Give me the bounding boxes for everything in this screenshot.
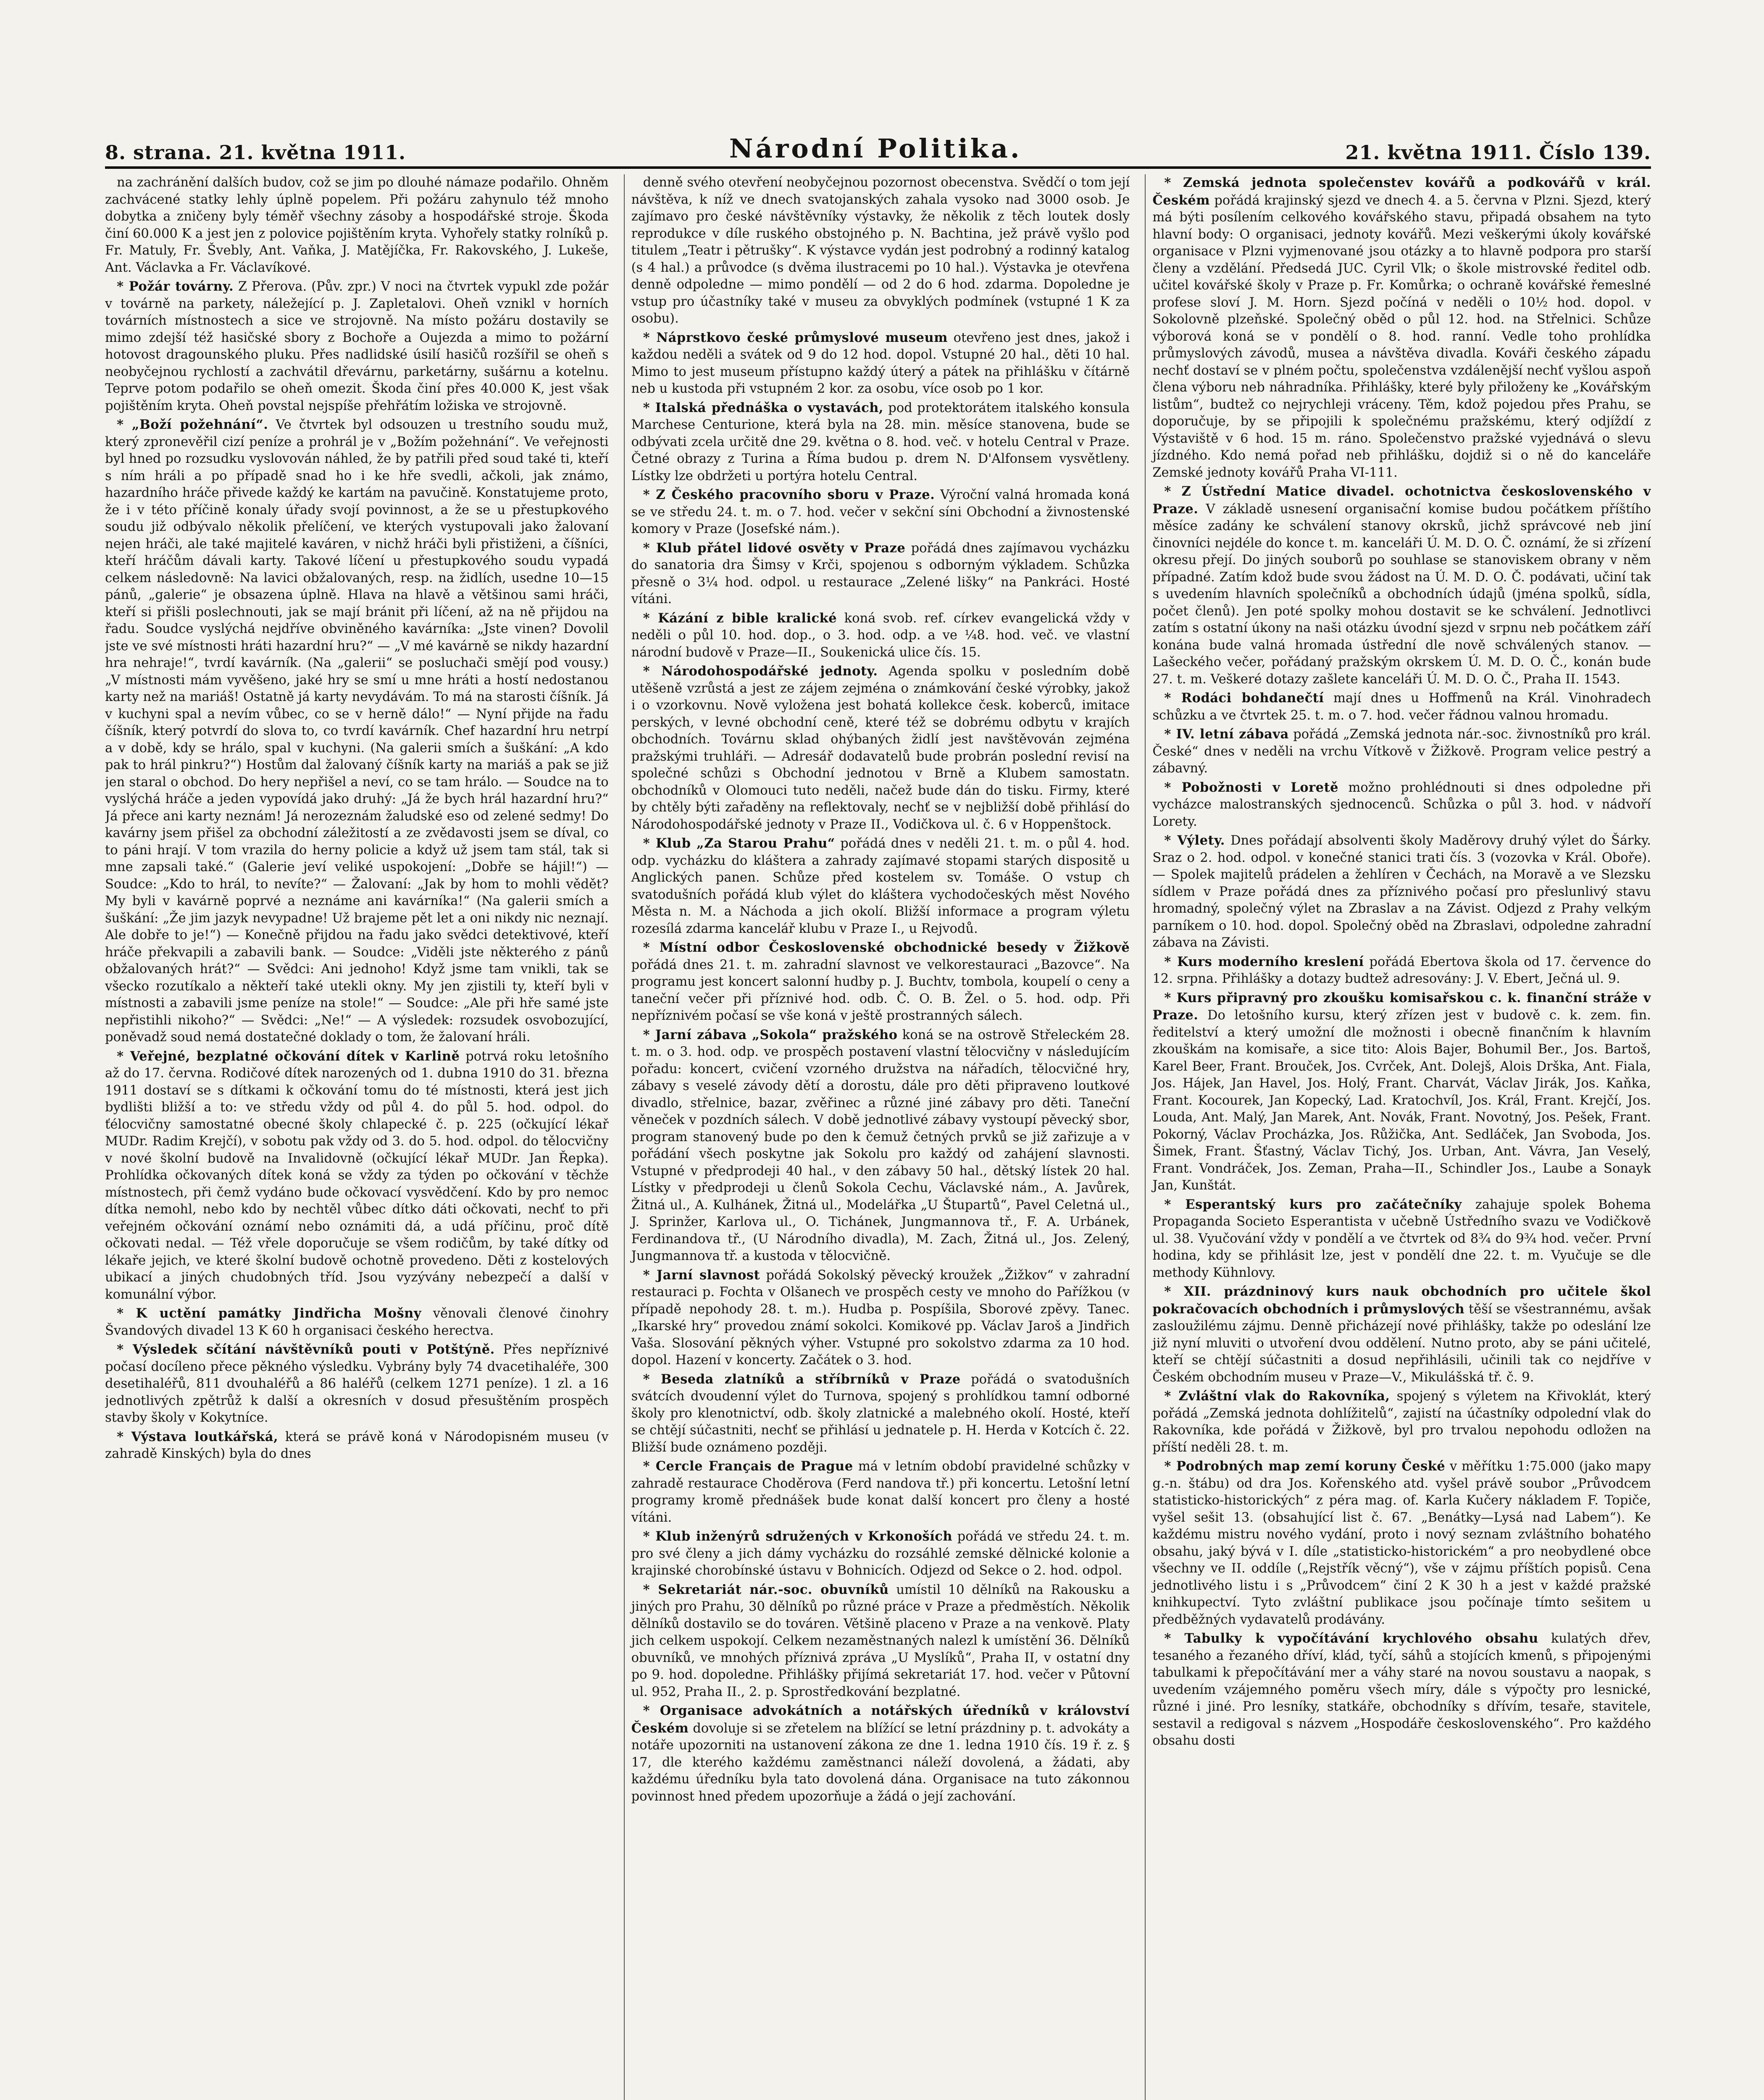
page-header (105, 126, 1651, 169)
article-heading: * Výstava loutkářská, (117, 1429, 279, 1444)
article-heading: * Požár továrny. (117, 279, 234, 294)
article-body: spojený s výletem na Křivoklát, který pořádá „Zemská jednota dohlížitelů“, zajistí na účastníky odpolední vlak do Rakovníka, kde pořádá v Žižkově, byl pro trvalou nepohodu odložen na příští neděli 28. t. m. (1152, 1389, 1651, 1455)
article-paragraph (105, 1428, 609, 1463)
article-heading: * Kurs připravný pro zkoušku komisařskou c. k. finanční stráže v Praze. (1152, 990, 1651, 1023)
article-paragraph (631, 486, 1130, 538)
article-paragraph (631, 1528, 1130, 1580)
article-heading: * Organisace advokátních a notářských úředníků v království Českém (631, 1703, 1130, 1736)
article-paragraph (631, 1371, 1130, 1457)
article-heading: * IV. letní zábava (1164, 727, 1289, 742)
article-body: zahajuje spolek Bohema Propaganda Societo Esperantista v učebně Ústředního svazu ve Vodičkově ul. 38. Vyučování vždy v pondělí a ve čtvrtek od 8¾ do 9¾ hod. večer. První hodina, kdy se přihlásit lze, jest v pondělí dne 22. t. m. Vyučuje se dle methody Kühnlovy. (1152, 1197, 1651, 1280)
article-paragraph (105, 278, 609, 415)
article-body: mají dnes u Hoffmenů na Král. Vinohradech schůzku a ve čtvrtek 25. t. m. o 7. hod. večer řádnou valnou hromadu. (1152, 691, 1651, 723)
article-heading: * Veřejné, bezplatné očkování dítek v Karlině (117, 1048, 460, 1064)
column-3 (1145, 174, 1651, 2100)
article-heading: * Klub přátel lidové osvěty v Praze (643, 540, 906, 556)
article-heading: * Sekretariát nár.-soc. obuvníků (643, 1582, 889, 1597)
article-body: možno prohlédnouti si dnes odpoledne při vycházce malostranských sjednocenců. Schůzka o půl 3. hod. v nádvoří Lorety. (1152, 780, 1651, 829)
article-paragraph (631, 540, 1130, 608)
article-body: Výroční valná hromada koná se ve středu 24. t. m. o 7. hod. večer v sekční síni Obchodní a živnostenské komory v Praze (Josefské nám.). (631, 488, 1130, 536)
article-paragraph (631, 1702, 1130, 1805)
article-paragraph (1152, 953, 1651, 988)
article-paragraph (1152, 726, 1651, 777)
article-body: Přes nepříznivé počasí docíleno přece pěkného výsledku. Vybrány byly 74 dvacetihaléře, 300 desetihaléřů, 811 dvouhaléřů a 86 haléřů (celkem 1271 peníze). 1 zl. a 16 jednotlivých zpětrůž k další a okresních v dosud přesuštěním prospěch stavby školy v Kokytníce. (105, 1342, 609, 1425)
article-body: otevřeno jest dnes, jakož i každou neděli a svátek od 9 do 12 hod. dopol. Vstupné 20 hal., děti 10 hal. Mimo to jest museum přístupno každý úterý a pátek na přihlášku v čítárně neb u kustoda při vstupném 2 kor. za osobu, více osob po 1 kor. (631, 330, 1130, 396)
article-heading: * Výsledek sčítání návštěvníků pouti v Potštýně. (117, 1342, 495, 1357)
article-body: pořádá o svatodušních svátcích dvoudenní výlet do Turnova, spojený s prohlídkou tamní odborné školy pro klenotnictví, odb. školy zlatnické a malebného okolí. Hosté, kteří se chtějí súčastniti, nechť se přihlásí u jednatele p. H. Herda v Kotcích č. 22. Bližší bude oznámeno později. (631, 1372, 1130, 1455)
header-page-date: 8. strana. 21. května 1911. (105, 141, 406, 164)
article-heading: * Kurs moderního kreslení (1164, 954, 1364, 969)
article-heading: * XII. prázdninový kurs nauk obchodních pro učitele škol pokračovacích obchodních i průmyslových (1152, 1284, 1651, 1317)
article-body: potrvá roku letošního až do 17. června. Rodičové dítek narozených od 1. dubna 1910 do 31. března 1911 dostaví se s dítkami k očkování tomu do té místnosti, která jest jich bydlišti bližší a to: ve středu vždy od půl 4. do půl 5. hod. odpol. do ťélocvičny samostatné obecné školy chlapecké č. p. 225 (očkující lékař MUDr. Radim Krejčí), v sobotu pak vždy od 3. do 5. hod. odpol. do tělocvičny v nové školní budově na Invalidovně (očkující lékař MUDr. Jan Řepka). Prohlídka očkovaných dítek koná se vždy za týden po očkování v těchže místnostech, při čemž vydáno bude očkovací vysvědčení. Kdo by pro nemoc dítka nemohl, nebo kdo by nechtěl vůbec dítko dáti očkovati, nechť to při veřejném očkování oznámí nebo oznámiti dá, a udá příčinu, proč dítě očkovati nedal. — Též vřele doporučuje se všem rodičům, by také dítky od lékaře jejich, ve které školní budově ochotně provedeno. Děti z kostelových ubikací a jiných chudobných tříd. Jsou vyzývány nebezpečí a další v komunální výbor. (105, 1049, 609, 1302)
article-paragraph (1152, 779, 1651, 831)
article-body: pořádá Ebertova škola od 17. července do 12. srpna. Přihlášky a dotazy budtež adresovány: J. V. Ebert, Ječná ul. 9. (1152, 954, 1651, 986)
article-paragraph (631, 1458, 1130, 1526)
article-paragraph (1152, 483, 1651, 688)
header-date-issue: 21. května 1911. Číslo 139. (1345, 141, 1651, 164)
article-heading: * Zemská jednota společenstev kovářů a podkovářů v král. Českém (1152, 175, 1651, 208)
article-body: pořádá dnes v neděli 21. t. m. o půl 4. hod. odp. vycházku do kláštera a zahrady zajímavé stopami starých dispositě u Anglických panen. Schůze před kostelem sv. Tomáše. O vstup ch svatodušních pořádá klub výlet do kláštera vychodočeských měst Nového Města n. M. a Náchoda a jich okolí. Bližší informace a program výletu rozesílá zdarma kancelář klubu v Praze I., u Rejvodů. (631, 836, 1130, 936)
article-paragraph (631, 1026, 1130, 1265)
article-body: v měřítku 1:75.000 (jako mapy g.-n. štábu) od dra Jos. Kořenského atd. vyšel právě soubor „Průvodcem statisticko-historických“ z péra mag. of. Karla Kučery nákladem F. Topiče, vyšel sešit 13. (obsahující list č. 67. „Benátky—Lysá nad Labem“). Ke každému mistru nového vydání, proto i nový seznam zvláštního bohatého obsahu, jaký bývá v I. díle „statisticko-historickém“ a pro neobydlené obce všechny ve II. oddíle („Rejstřík věcný“), vše v zájmu příštích popisů. Cena jednotlivého listu i s „Průvodcem“ činí 2 K 30 h a jest v každé pražské knihkupectví. Tyto zvláštní publikace jsou počínaje tímto sešitem u předběžných vydavatelů prodávány. (1152, 1459, 1651, 1627)
article-heading: * Jarní zábava „Sokola“ pražského (643, 1027, 898, 1042)
column-2 (624, 174, 1130, 2100)
article-heading: * Místní odbor Československé obchodnické besedy v Žižkově (643, 940, 1130, 955)
article-body: denně svého otevření neobyčejnou pozornost obecenstva. Svědčí o tom její návštěva, k níž ve dnech svatojanských zahala vysoko nad 3000 osob. Je zajímavo pro české návštěvníky výstavky, že několik z těch loutek dosly reprodukce v díle ruského obstojného p. N. Bachtina, jež právě vyšlo pod titulem „Teatr i pětrušky“. K výstavce vydán jest podrobný a rodinný katalog (s 4 hal.) a průvodce (s dvěma ilustracemi po 10 hal.). Výstavka je otevřena denně odpoledne — mimo pondělí — od 2 do 6 hod. zdarma. Dopoledne je vstup pro účastníky také v museu za obvyklých podmínek (vstupné 1 K za osobu). (631, 175, 1130, 326)
article-heading: * Klub inženýrů sdružených v Krkonoších (643, 1529, 953, 1544)
article-paragraph (1152, 1458, 1651, 1628)
article-body: dovoluje si se zřetelem na blížící se letní prázdniny p. t. advokáty a notáře upozorniti na ustanovení zákona ze dne 1. ledna 1910 čís. 19 ř. z. § 17, dle kterého každému zaměstnanci náleží dovolená, a žádati, aby každému úředníku byla tato dovolená dána. Organisace na tuto zákonnou povinnost hned předem upozorňuje a žádá o její zachování. (631, 1721, 1130, 1804)
article-heading: * Výlety. (1164, 833, 1225, 848)
article-paragraph (631, 610, 1130, 662)
article-body: má v letním období pravidelné schůzky v zahradě restaurace Choděrova (Ferd nandova tř.) při koncertu. Letošní letní programy kromě přednášek bude konat další koncert pro členy a hosté vítáni. (631, 1459, 1130, 1525)
article-body: kulatých dřev, tesaného a řezaného dříví, klád, tyčí, sáhů a stojících kmenů, s připojenými tabulkami k přepočítávání mer a váhy staré na novou soustavu a naopak, s uvedením vzájemného poměru všech míry, dále s výpočty pro lesnické, různé i jiné. Pro lesníky, statkáře, obchodníky s dřívím, tesaře, stavitele, sestavil a redigoval s názvem „Hospodáře československého“. Pro každého obsahu dosti (1152, 1631, 1651, 1748)
article-body: Do letošního kursu, který zřízen jest v budově c. k. zem. fin. ředitelství a který umožní dle možnosti i obecně finančním k hlavním zkouškám na komisaře, a sice tito: Alois Bajer, Bohumil Ber., Jos. Bartoš, Karel Beer, Frant. Brouček, Jos. Cvrček, Ant. Dolejš, Alois Drška, Ant. Fiala, Jos. Hájek, Jan Havel, Jos. Holý, Frant. Charvát, Václav Jirák, Jos. Kaňka, Frant. Kocourek, Jan Kopecký, Lad. Kratochvíl, Jos. Král, Frant. Krejčí, Jos. Louda, Ant. Malý, Jan Marek, Ant. Novák, Frant. Novotný, Jos. Pešek, Frant. Pokorný, Václav Procházka, Jos. Růžička, Ant. Sedláček, Jan Svoboda, Jos. Šimek, Frant. Šťastný, Václav Tichý, Jos. Urban, Ant. Vávra, Jan Veselý, Frant. Vondráček, Jos. Zeman, Praha—II., Schindler Jos., Laube a Sonayk Jan, Kunštát. (1152, 1008, 1651, 1193)
article-paragraph (631, 939, 1130, 1025)
article-paragraph (1152, 1388, 1651, 1456)
article-paragraph (105, 174, 609, 276)
article-body: pořádá krajinský sjezd ve dnech 4. a 5. června v Plzni. Sjezd, který má býti posílením celkového kovářského stavu, připadá obsahem na tyto hlavní body: O organisaci, jednoty kovářů. Mezi veškerými úkoly kovářské organisace v Plzni vyjmenované jsou otázky a to hlavně podpora pro starší členy a vzdělání. Předsedá JUC. Cyril Vlk; o škole mistrovské ředitel odb. učitel kovářské školy v Praze p. Fr. Komůrka; o ochraně kovářské řemeslné profese sloví J. M. Horn. Sjezd počíná v neděli o 10½ hod. dopol. v Sokolovně plzeňské. Společný oběd o půl 12. hod. na Střelnici. Schůze výborová koná se v pondělí o 8. hod. ranní. Vedle toho prohlídka průmyslových závodů, musea a návštěva divadla. Kováři českého západu nechť dostaví se v plném počtu, společenstva vzdálenější nechť vyšlou aspoň člena výboru neb náhradníka. Přihlášky, které byly přiloženy ke „Kovářským listům“, budtež co nejrychleji vráceny. Těm, kdož pojedou přes Prahu, se doporučuje, by se připojili k společnému pražskému, který odjíždí z Výstaviště v 6 hod. 15 m. ráno. Společenstvo pražské vyjednává o slevu jízdného. Kdo nemá pořad neb přihlášku, dojdiž si o ně do kanceláře Zemské jednoty kovářů Praha VI-111. (1152, 193, 1651, 480)
article-body: koná se na ostrově Střeleckém 28. t. m. o 3. hod. odp. ve prospěch postavení vlastní tělocvičny v následujícím pořadu: koncert, cvičení vzorného družstva na nářadích, tělocvičné hry, zábavy s veselé závody dětí a dorostu, dále pro děti připraveno loutkové divadlo, střelnice, bazar, zvěřinec a různé jiné zábavy pro děti. Taneční věneček v pozdních sálech. V době jednotlivé zábavy vystoupí pěvecký sbor, program stanovený bude po den k čemuž četných prvků se již zařizuje a v pořádání všech poskytne jak Sokolu pro každý od zahájení slavnosti. Vstupné v předprodeji 40 hal., v den zábavy 50 hal., dětský lístek 20 hal. Lístky v předprodeji u členů Sokola Cechu, Václavské nám., A. Javůrek, Žitná ul., A. Kulhánek, Žitná ul., Modelářka „U Štupartů“, Pavel Celetná ul., J. Sprinžer, Karlova ul., O. Tichánek, Jungmannova tř., F. A. Urbánek, Ferdinandova tř., (U Národního divadla), M. Zach, Žitná ul., Jos. Zelený, Jungmannova tř. a kustoda v tělocvičně. (631, 1027, 1130, 1263)
article-paragraph (105, 416, 609, 1046)
article-body: věnovali členové činohry Švandových divadel 13 K 60 h organisaci českého herectva. (105, 1306, 609, 1338)
article-body: pod protektorátem italského konsula Marchese Centurione, která byla na 28. min. měsíce stanovena, bude se odbývati zcela určitě dne 29. května o 8. hod. več. v hotelu Central v Praze. Četné obrazy z Turina a Říma budou p. drem N. D'Alfonsem vysvětleny. Lístky lze obdržeti u portýra hotelu Central. (631, 400, 1130, 483)
article-heading: * Cercle Français de Prague (643, 1459, 853, 1474)
article-paragraph (1152, 1630, 1651, 1750)
article-heading: * Tabulky k vypočítávání krychlového obsahu (1164, 1631, 1538, 1646)
article-heading: * Náprstkovo české průmyslové museum (643, 330, 948, 345)
article-body: Z Přerova. (Pův. zpr.) V noci na čtvrtek vypukl zde požár v továrně na parkety, náležející p. J. Zapletalovi. Oheň vznikl v horních továrních místnostech a sice ve strojovně. Na místo požáru dostavily se mimo zdejší též hasičské sbory z Bochoře a Oujezda a mimo to požární hotovost dragounského pluku. Přes nadlidské úsilí hasičů rozšířil se oheň s neobyčejnou rychlostí a zachvátil dřevárnu, parketárny, sušárnu a kotelnu. Teprve potom podařilo se oheň omezit. Škoda činí přes 40.000 K, jest však pojištěním kryta. Oheň povstal nejspíše přehřátím ložiska ve strojovně. (105, 279, 609, 413)
article-body: umístil 10 dělníků na Rakousku a jiných pro Prahu, 30 dělníků po různé práce v Praze a předměstích. Několik dělníků dostavilo se do továren. Většině placeno v Praze a na venkově. Platy jich celkem uspokojí. Celkem nezaměstnaných nalezl k umístění 36. Dělníků obuvníků, ve mnohých příznivá zpráva „U Myslíků“, Praha II, v ostatní dny po 9. hod. dopoledne. Přihlášky přijímá sekretariát 17. hod. večer v Půtovní ul. 952, Praha II., 2. p. Sprostředkování bezplatné. (631, 1582, 1130, 1699)
article-paragraph (1152, 1283, 1651, 1386)
article-heading: * Jarní slavnost (643, 1267, 760, 1283)
article-body: Agenda spolku v posledním době utěšeně vzrůstá a jest ze zájem zejména o známkování české výrobky, jakož i o vzorkovnu. Nově vyložena jest bohatá kollekce česk. koberců, imitace perských, v levné obchodní ceně, které též se dobrému odbytu v krajích obchodních. Továrnu sklad ohýbaných židlí jest navštěvován zejména pražskými truhláři. — Adresář dodavatelů bude probrán poslední revisí na společné schůzi s Obchodní jednotou v Brně a Klubem samostatn. obchodníků v Olomouci tuto neděli, načež bude dán do tisku. Firmy, které by chtěly býti zařaděny na reflektovaly, nechť se v nejbližší době přihlásí do Národohospodářské jednoty v Praze II., Vodičkova ul. č. 6 v Hoppenštock. (631, 664, 1130, 832)
article-body: těší se všestrannému, avšak zasloužilému zájmu. Denně přicházejí nové přihlášky, takže po odeslání lze již nyní mluviti o utvoření dvou oddělení. Nutno proto, aby se páni učitelé, kteří se chtějí súčastniti a dosud nepřihlásili, učinili tak co nejdříve v Českém obchodním museu v Praze—V., Mikulášská tř. č. 9. (1152, 1302, 1651, 1385)
article-body: pořádá „Zemská jednota nár.-soc. živnostníků pro král. České“ dnes v neděli na vrchu Vítkově v Žižkově. Program velice pestrý a zábavný. (1152, 727, 1651, 776)
masthead-title: Národní Politika. (729, 133, 1022, 164)
article-heading: * Národohospodářské jednoty. (643, 664, 878, 679)
article-paragraph (1152, 174, 1651, 481)
article-body: pořádá dnes zajímavou vycházku do sanatoria dra Šimsy v Krči, spojenou s odborným výkladem. Schůzka přesně o 3¼ hod. odpol. u restaurace „Zelené lišky“ na Pankráci. Hosté vítáni. (631, 541, 1130, 606)
article-paragraph (631, 663, 1130, 833)
article-paragraph (1152, 1196, 1651, 1282)
article-body: která se právě koná v Národopisném museu (v zahradě Kinských) byla do dnes (105, 1429, 609, 1461)
article-paragraph (1152, 690, 1651, 724)
article-body: na zachránění dalších budov, což se jim po dlouhé námaze podařilo. Ohněm zachvácené statky lehly úplně popelem. Při požáru zahynulo též mnoho dobytka a zničeny byly téměř všechny zásoby a hospodářské stroje. Škoda činí 60.000 K a jest jen z polovice pojištěním kryta. Vyhořely statky rolníků p. Fr. Matuly, Fr. Švebly, Ant. Vaňka, J. Matějíčka, Fr. Rakovského, J. Lukeše, Ant. Václavka a Fr. Václavíkové. (105, 175, 609, 275)
article-heading: * Podrobných map zemí koruny České (1164, 1459, 1446, 1474)
article-body: koná svob. ref. církev evangelická vždy v neděli o půl 10. hod. dop., o 3. hod. odp. a ve ¼8. hod. več. ve vlastní národní budově v Praze—II., Soukenická ulice čís. 15. (631, 611, 1130, 660)
article-body: pořádá Sokolský pěvecký kroužek „Žižkov“ v zahradní restauraci p. Fochta v Olšanech ve prospěch cesty ve mnoho do Pařížkou (v případě nepohody 28. t. m.). Hudba p. Pospíšila, Sborové zpěvy. Tanec. „Ikarské hry“ provedou známí sokolci. Komikové pp. Václav Jaroš a Jindřich Vaša. Slosování pěkných výher. Vstupné pro sokolstvo zdarma za 10 hod. dopol. Hazení v koncerty. Začátek o 3. hod. (631, 1268, 1130, 1368)
article-paragraph (1152, 832, 1651, 952)
article-body: Dnes pořádají absolventi školy Maděrovy druhý výlet do Šárky. Sraz o 2. hod. odpol. v konečné stanici trati čís. 3 (vozovka v Král. Oboře). — Spolek majitelů prádelen a žehlíren v Čechách, na Moravě a ve Slezsku sídlem v Praze pořádá dnes za příznivého počasí pro přeslunlivý stavu hromadný, společný výlet na Zbraslav a na Závist. Odjezd z Prahy velkým parníkem o 10. hod. dopol. Společný oběd na Zbraslavi, odpoledne zahradní zábava na Závisti. (1152, 833, 1651, 950)
article-paragraph (631, 399, 1130, 485)
article-heading: * K uctění památky Jindřicha Mošny (117, 1306, 422, 1321)
article-heading: * Zvláštní vlak do Rakovníka, (1164, 1389, 1390, 1404)
article-body: pořádá dnes 21. t. m. zahradní slavnost ve velkorestauraci „Bazovce“. Na programu jest koncert salonní hudby p. J. Buchtv, tombola, koupelí o ceny a taneční večer při příznivé hod. odb. Č. O. B. Žel. o 5. hod. odp. Při nepříznivém počasí se vše koná v ještě prostranných sálech. (631, 957, 1130, 1023)
article-heading: * Italská přednáška o vystavách, (643, 400, 883, 415)
article-paragraph (631, 1267, 1130, 1369)
article-body: Ve čtvrtek byl odsouzen u trestního soudu muž, který zpronevěřil cizí peníze a prohrál je v „Božím požehnání“. Ve veřejnosti byl hned po rozsudku vyslovován náhled, že by patřili před soud také ti, kteří s ním hráli a po případě snad ho i ke hře svedli, ačkoli, jak známo, hazardního hráče přivede každý ke kartám na pavučině. Konstatujeme proto, že i v této příčině konaly úřady svojí povinnost, a že se u přestupkového soudu již odbývalo několik přelíčení, ve kterých vystupovali jako žalovaní nejen hráči, ale také majitelé kaváren, v nichž hráči byli přistiženi, a číšníci, kteří hráčům dávali karty. Takové líčení u přestupkového soudu vypadá celkem následovně: Na lavici obžalovaných, resp. na židlích, usedne 10—15 pánů, „galerie“ je obsazena úplně. Hlava na hlavě a většinou sami hráči, kteří si přišli poslechnouti, jak se mají bránit při líčení, až na ně přijdou na řadu. Soudce vyslýchá nejdříve obviněného kavárníka: „Jste vinen? Dovolil jste ve své místnosti hráti hazardní hru?“ — „V mé kavárně se nikdy hazardní hra nehraje!“, tvrdí kavárník. (Na „galerii“ se posluchači smějí pod vousy.) „V místnosti mám vyvěšeno, jaké hry se smí u mne hráti a hostí nedostanou karty než na mariáš! Ostatně já karty nevydávám. To má na starosti číšník. Já v kuchyni spal a nevím vůbec, co se v herně dálo!“ — Nyní přijde na řadu číšník, který potvrdí do slova to, co tvrdí kavárník. Chef hazardní hru netrpí a v době, kdy se hrálo, spal v kuchyni. (Na galerii smích a šuškání: „A kdo pak to hrál pinkru?“) Hostům dal žalovaný číšník karty na mariáš a pak se již jen staral o obchod. Do hery nepřišel a neví, co se tam hrálo. — Soudce na to vyslýchá hráče a jeden vypovídá jako druhý: „Já že bych hrál hazardní hru?“ Já přece ani karty neznám! Já nerozeznám žaludské eso od zelené sedmy! Do kavárny jsem přišel za obchodní záležitostí a ze zvědavosti jsem se díval, co to páni hrají. V tom vrazila do herny policie a když už jsem tam stál, tak si mne zapsali také.“ (Galerie jeví veliké uspokojení: „Dobře se hájil!“) — Soudce: „Kdo to hrál, to nevíte?“ — Žalovaní: „Jak by hom to mohli vědět? My byli v kavárně poprvé a neznáme ani kavárníka!“ (Na galerii smích a šuškání: „Že jim jazyk nevypadne! Už brajeme pět let a oni nikdy nic neznají. Ale dobře to je!“) — Konečně přijdou na řadu jako svědci detektivové, kteří hráče překvapili a zabavili bank. — Soudce: „Viděli jste některého z pánů obžalovaných hrát?“ — Svědci: Ani jednoho! Když jsme tam vnikli, tak se všecko rozutíkalo a někteří také utekli okny. My jen zjistili ty, kteří byli v místnosti a zabavili jsme peníze na stole!“ — Soudce: „Ale při hře samé jste nepřistihli nikoho?“ — Svědci: „Ne!“ — A výsledek: rozsudek osvobozující, poněvadž soud nemá dostatečné doklady o tom, že žalovaní hráli. (105, 417, 609, 1045)
article-paragraph (105, 1341, 609, 1427)
article-heading: * Kázání z bible kralické (643, 610, 837, 626)
article-heading: * Klub „Za Starou Prahu“ (643, 836, 835, 851)
article-paragraph (631, 1581, 1130, 1701)
article-heading: * Rodáci bohdanečtí (1164, 690, 1324, 706)
newspaper-page (105, 126, 1651, 2100)
article-heading: * Beseda zlatníků a stříbrníků v Praze (643, 1371, 961, 1387)
article-heading: * Pobožnosti v Loretě (1164, 780, 1339, 795)
article-paragraph (631, 174, 1130, 328)
article-paragraph (105, 1048, 609, 1304)
article-body: V základě usnesení organisační komise budou počátkem příštího měsíce zadány ke schválení stanovy okrsků, jichž správcové neb jiní činovníci nejdéle do konce t. m. kanceláři Ú. M. D. O. Č. oznámí, že si zřízení okresu přejí. Do jiných souborů po souhlase se stanoviskem obrany v něm případné. Zatím kdož bude svou žádost na Ú. M. D. O. Č. podávati, učiní tak s uvedením hlavních společníků a obchodních údajů (jména spolků, sídla, počet členů). Jen poté spolky mohou dostavit se ke schválení. Jednotlivci zatím s ostatní úkony na naši otázku úvodní sjezd v srpnu neb počátkem září konána bude valná hromada ústřední dle nově schválených stanov. — Lašeckého večer, pořádaný pražským okrskem Ú. M. D. O. Č., konán bude 27. t. m. Veškeré dotazy zašlete kanceláři Ú. M. D. O. Č., Praha II. 1543. (1152, 501, 1651, 687)
article-heading: * Esperantský kurs pro začátečníky (1164, 1197, 1462, 1212)
article-paragraph (105, 1305, 609, 1339)
article-paragraph (631, 835, 1130, 937)
article-paragraph (1152, 990, 1651, 1194)
article-body: pořádá ve středu 24. t. m. pro své členy a jich dámy vycházku do rozsáhlé zemské dělnické kolonie a krajinské chorobínské ústavu v Bohnicích. Odjezd od Sekce o 2. hod. odpol. (631, 1529, 1130, 1578)
article-paragraph (631, 329, 1130, 398)
column-1 (105, 174, 609, 2100)
article-columns (105, 174, 1651, 2100)
article-heading: * „Boží požehnání“. (117, 417, 268, 432)
article-heading: * Z Ústřední Matice divadel. ochotnictva československého v Praze. (1152, 484, 1651, 517)
article-heading: * Z Českého pracovního sboru v Praze. (643, 487, 935, 502)
